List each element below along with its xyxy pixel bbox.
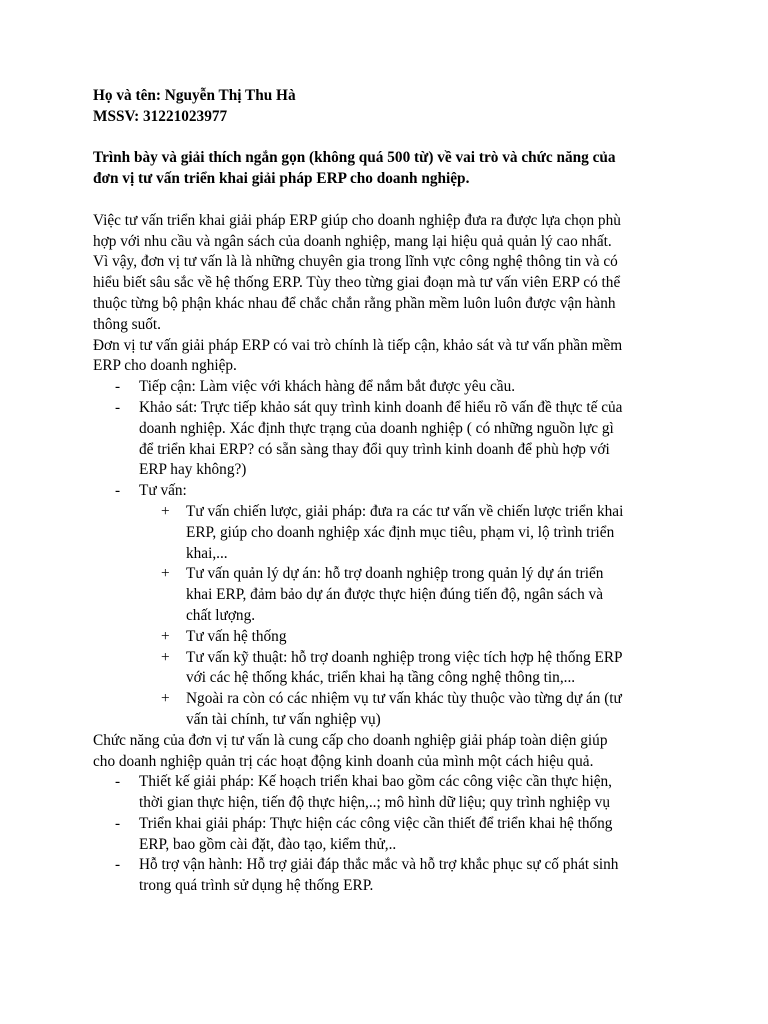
plus-bullet: + [161,627,170,645]
list-item: - Triển khai giải pháp: Thực hiện các công việc cần thiết để triển khai hệ thống ERP, bao gồm cài đặt, đào tạo, kiểm thử,.. [115,814,613,853]
function-paragraph: Chức năng của đơn vị tư vấn là cung cấp cho doanh nghiệp giải pháp toàn diện giúp cho doanh nghiệp quản trị các hoạt động kinh doanh của mình một cách hiệu quả. [93,731,608,770]
sub-list-item: + Tư vấn chiến lược, giải pháp: đưa ra các tư vấn về chiến lược triển khai ERP, giúp cho doanh nghiệp xác định mục tiêu, phạm vi, lộ trình triển khai,... [161,502,624,562]
document-page [93,86,683,897]
sub-list-item: + Tư vấn kỹ thuật: hỗ trợ doanh nghiệp trong việc tích hợp hệ thống ERP với các hệ thống khác, triển khai hạ tầng công nghệ thông tin,... [161,648,623,687]
dash-bullet: - [115,378,121,396]
question-title: Trình bày và giải thích ngắn gọn (không quá 500 từ) về vai trò và chức năng của đơn vị tư vấn triển khai giải pháp ERP cho doanh nghiệp. [93,149,616,188]
list-item: - Tiếp cận: Làm việc với khách hàng để nắm bắt được yêu cầu. [93,377,683,398]
plus-bullet: + [161,690,170,708]
role-paragraph: Đơn vị tư vấn giải pháp ERP có vai trò chính là tiếp cận, khảo sát và tư vấn phần mềm ERP cho doanh nghiệp. [93,336,623,375]
student-name: Họ và tên: Nguyễn Thị Thu Hà [93,87,296,104]
dash-bullet: - [115,856,121,874]
list-item: - Khảo sát: Trực tiếp khảo sát quy trình kinh doanh để hiểu rõ vấn đề thực tế của doanh nghiệp. Xác định thực trạng của doanh nghiệp ( có những nguồn lực gì để triển khai ERP? có sẵn sàng thay đổi quy trình kinh doanh để phù hợp với ERP hay không?) [115,398,623,479]
plus-bullet: + [161,565,170,583]
list-item: - Tư vấn: [93,481,683,502]
intro-paragraph: Việc tư vấn triển khai giải pháp ERP giúp cho doanh nghiệp đưa ra được lựa chọn phù hợp với nhu cầu và ngân sách của doanh nghiệp, mang lại hiệu quả quản lý cao nhất. Vì vậy, đơn vị tư vấn là là những chuyên gia trong lĩnh vực công nghệ thông tin và có hiểu biết sâu sắc về hệ thống ERP. Tùy theo từng giai đoạn mà tư vấn viên ERP có thể thuộc từng bộ phận khác nhau để chắc chắn rằng phần mềm luôn luôn được vận hành thông suốt. [93,211,621,333]
plus-bullet: + [161,502,170,520]
student-info [93,86,683,128]
plus-bullet: + [161,648,170,666]
list-item: - Thiết kế giải pháp: Kế hoạch triển khai bao gồm các công việc cần thực hiện, thời gian thực hiện, tiến độ thực hiện,..; mô hình dữ liệu; quy trình nghiệp vụ [115,773,612,812]
dash-bullet: - [115,482,121,500]
student-id: MSSV: 31221023977 [93,107,228,125]
dash-bullet: - [115,773,121,791]
dash-bullet: - [115,814,121,832]
dash-bullet: - [115,398,121,416]
sub-list-item: + Tư vấn quản lý dự án: hỗ trợ doanh nghiệp trong quản lý dự án triển khai ERP, đảm bảo dự án được thực hiện đúng tiến độ, ngân sách và chất lượng. [161,565,604,624]
sub-list-item: + Ngoài ra còn có các nhiệm vụ tư vấn khác tùy thuộc vào từng dự án (tư vấn tài chính, tư vấn nghiệp vụ) [161,690,622,728]
sub-list-item: + Tư vấn hệ thống [93,627,683,648]
list-item: - Hỗ trợ vận hành: Hỗ trợ giải đáp thắc mắc và hỗ trợ khắc phục sự cố phát sinh trong quá trình sử dụng hệ thống ERP. [115,856,619,895]
